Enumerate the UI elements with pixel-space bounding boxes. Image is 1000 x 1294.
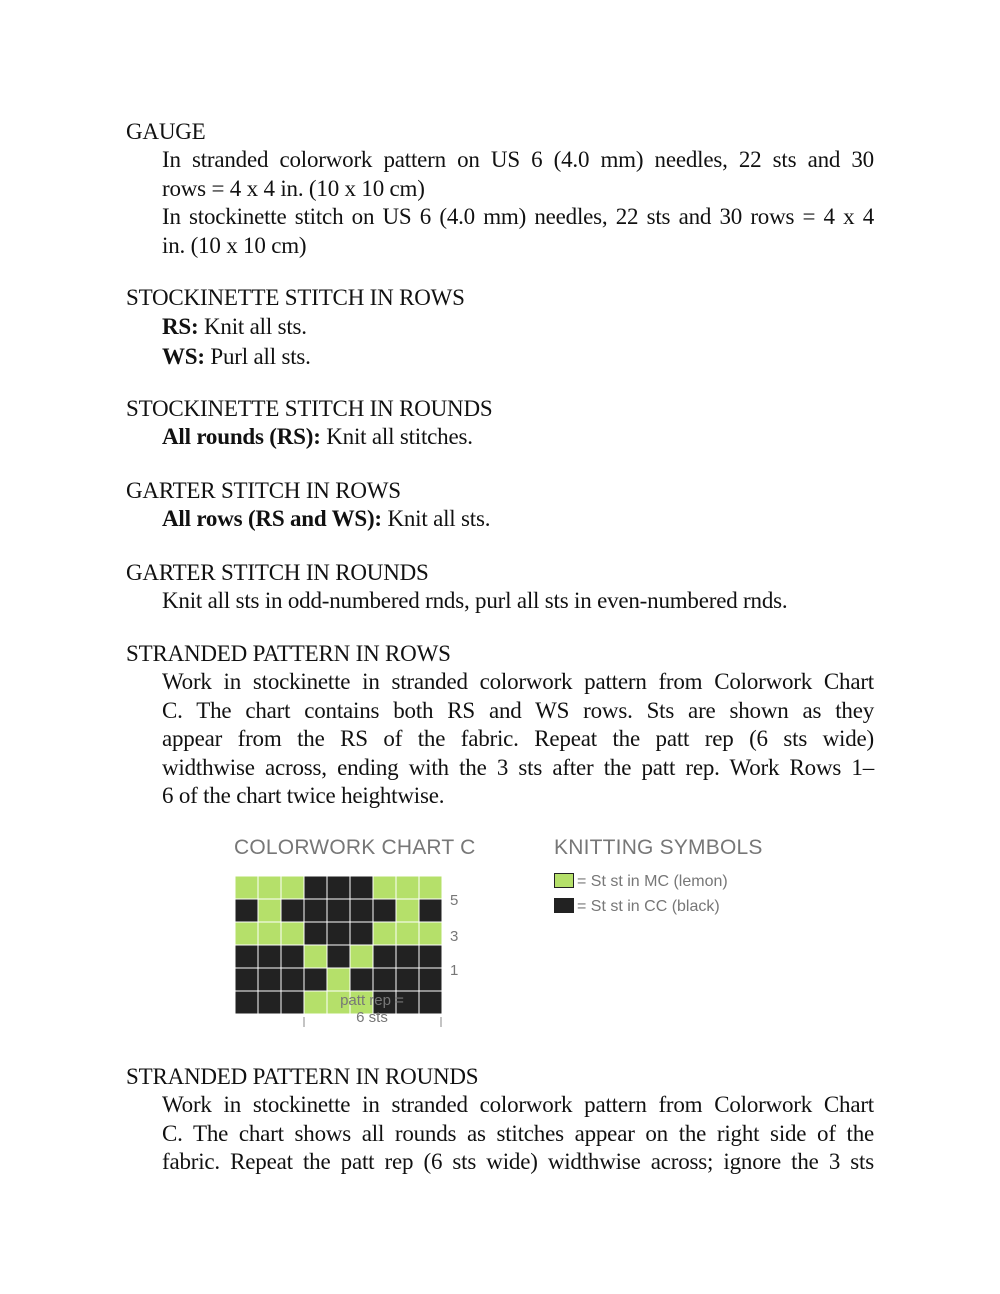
- legend-text-cc: = St st in CC (black): [577, 898, 720, 915]
- garter-rows-section: [126, 477, 874, 534]
- chart-cell: [373, 899, 396, 922]
- mc-swatch: [554, 873, 574, 888]
- all-rows-text: Knit all sts.: [381, 506, 491, 531]
- chart-cell: [350, 922, 373, 945]
- stranded-rows-heading: STRANDED PATTERN IN ROWS: [126, 641, 451, 666]
- gauge-body: [162, 146, 874, 260]
- stockinette-rows-heading: STOCKINETTE STITCH IN ROWS: [126, 285, 465, 310]
- chart-cell: [327, 945, 350, 968]
- chart-cell: [350, 945, 373, 968]
- row-label-3: 3: [450, 928, 459, 945]
- stranded-rows-body: [162, 668, 874, 811]
- row-label-5: 5: [450, 892, 459, 909]
- chart-cell: [419, 876, 442, 899]
- chart-cell: [304, 945, 327, 968]
- chart-cell: [327, 922, 350, 945]
- chart-cell: [258, 991, 281, 1014]
- chart-cell: [281, 968, 304, 991]
- row-label-1: 1: [450, 962, 459, 979]
- chart-cell: [235, 876, 258, 899]
- paragraph-line: Work in stockinette in stranded colorwork pattern from Colorwork Chart: [162, 669, 874, 694]
- chart-cell: [258, 922, 281, 945]
- chart-cell: [281, 899, 304, 922]
- stockinette-rows-body: [162, 312, 874, 372]
- chart-cell: [350, 876, 373, 899]
- chart-cell: [419, 968, 442, 991]
- garter-rounds-section: [126, 559, 874, 616]
- paragraph-line: fabric. Repeat the patt rep (6 sts wide) widthwise across; ignore the 3 sts: [162, 1149, 874, 1174]
- chart-cell: [419, 922, 442, 945]
- garter-rounds-body: Knit all sts in odd-numbered rnds, purl all sts in even-numbered rnds.: [162, 588, 788, 613]
- legend-title: KNITTING SYMBOLS: [554, 836, 763, 859]
- chart-cell: [396, 899, 419, 922]
- gauge-line: In stockinette stitch on US 6 (4.0 mm) needles, 22 sts and 30 rows = 4 x 4: [162, 204, 874, 229]
- chart-title: COLORWORK CHART C: [234, 836, 476, 859]
- gauge-heading: GAUGE: [126, 119, 206, 144]
- chart-cell: [304, 968, 327, 991]
- chart-cell: [373, 968, 396, 991]
- chart-cell: [373, 922, 396, 945]
- chart-cell: [235, 991, 258, 1014]
- stockinette-rounds-section: [126, 395, 874, 452]
- chart-cell: [235, 968, 258, 991]
- paragraph-line: C. The chart shows all rounds as stitches appear on the right side of the: [162, 1120, 874, 1146]
- garter-rounds-heading: GARTER STITCH IN ROUNDS: [126, 560, 429, 585]
- chart-cell: [258, 945, 281, 968]
- garter-rows-body: [162, 505, 874, 534]
- paragraph-line: widthwise across, ending with the 3 sts after the patt rep. Work Rows 1–: [162, 754, 874, 780]
- patt-rep-line-1: patt rep =: [340, 992, 404, 1009]
- chart-cell: [304, 876, 327, 899]
- legend-item-cc: [554, 898, 720, 916]
- chart-cell: [235, 922, 258, 945]
- all-rounds-text: Knit all stitches.: [320, 424, 473, 449]
- chart-cell: [327, 899, 350, 922]
- chart-cell: [419, 899, 442, 922]
- chart-cell: [281, 922, 304, 945]
- garter-rows-heading: GARTER STITCH IN ROWS: [126, 478, 401, 503]
- chart-cell: [350, 968, 373, 991]
- cc-swatch: [554, 898, 574, 913]
- paragraph-line: Work in stockinette in stranded colorwork pattern from Colorwork Chart: [162, 1092, 874, 1117]
- chart-cell: [373, 876, 396, 899]
- chart-cell: [258, 876, 281, 899]
- stockinette-rounds-heading: STOCKINETTE STITCH IN ROUNDS: [126, 396, 493, 421]
- all-rounds-label: All rounds (RS):: [162, 424, 321, 449]
- ws-line: [162, 342, 874, 372]
- stranded-rows-section: [126, 640, 874, 811]
- gauge-line: in. (10 x 10 cm): [162, 232, 307, 258]
- paragraph-line: appear from the RS of the fabric. Repeat the patt rep (6 sts wide): [162, 726, 874, 751]
- gauge-line: In stranded colorwork pattern on US 6 (4.0 mm) needles, 22 sts and 30: [162, 147, 874, 172]
- chart-cell: [281, 945, 304, 968]
- chart-cell: [304, 922, 327, 945]
- chart-cell: [281, 991, 304, 1014]
- chart-cell: [281, 876, 304, 899]
- chart-cell: [419, 945, 442, 968]
- stranded-rounds-section: [126, 1063, 874, 1177]
- chart-cell: [327, 876, 350, 899]
- chart-cell: [327, 968, 350, 991]
- patt-rep-label: [304, 992, 440, 1026]
- colorwork-chart-figure: [230, 832, 790, 1032]
- gauge-line: rows = 4 x 4 in. (10 x 10 cm): [162, 175, 425, 201]
- stockinette-rounds-body: [162, 423, 874, 452]
- chart-cell: [396, 968, 419, 991]
- chart-cell: [396, 922, 419, 945]
- stockinette-rows-section: [126, 284, 874, 372]
- all-rows-label: All rows (RS and WS):: [162, 506, 382, 531]
- chart-cell: [235, 899, 258, 922]
- chart-cell: [304, 899, 327, 922]
- ws-label: WS:: [162, 344, 205, 369]
- chart-cell: [258, 899, 281, 922]
- gauge-section: [126, 118, 874, 260]
- rs-text: Knit all sts.: [198, 314, 307, 339]
- rs-line: [162, 312, 874, 342]
- chart-cell: [373, 945, 396, 968]
- legend-item-mc: [554, 873, 728, 891]
- chart-cell: [396, 945, 419, 968]
- paragraph-line: C. The chart contains both RS and WS rows. Sts are shown as they: [162, 697, 874, 723]
- chart-cell: [350, 899, 373, 922]
- paragraph-line: 6 of the chart twice heightwise.: [162, 783, 445, 808]
- chart-cell: [258, 968, 281, 991]
- patt-rep-line-2: 6 sts: [356, 1009, 388, 1026]
- stranded-rounds-heading: STRANDED PATTERN IN ROUNDS: [126, 1064, 479, 1089]
- ws-text: Purl all sts.: [204, 344, 311, 369]
- legend-text-mc: = St st in MC (lemon): [577, 873, 728, 890]
- chart-cell: [396, 876, 419, 899]
- rs-label: RS:: [162, 314, 199, 339]
- chart-cell: [235, 945, 258, 968]
- stranded-rounds-body: [162, 1091, 874, 1177]
